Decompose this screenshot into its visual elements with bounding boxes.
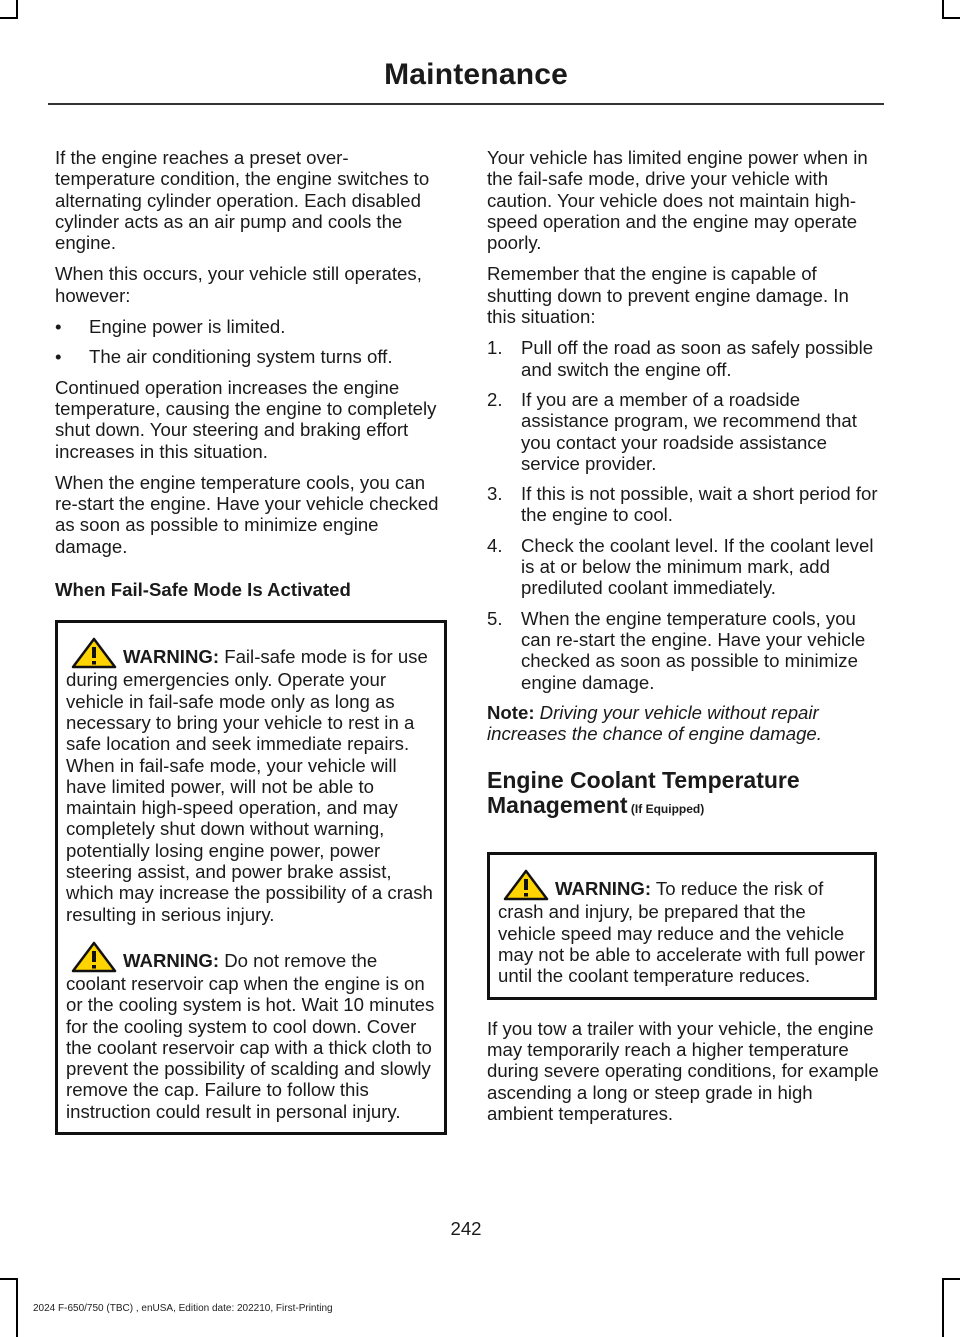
step-item	[487, 483, 879, 526]
step-text: When the engine temperature cools, you can re-start the engine. Have your vehicle checked as soon as possible to minimize engine damage.	[521, 607, 866, 693]
warning-triangle-icon	[71, 941, 117, 973]
warning-item	[66, 941, 436, 1122]
bullet-mark: •	[55, 346, 62, 368]
crop-mark	[16, 1278, 18, 1337]
heading-main: Engine Coolant Temperature Management	[487, 767, 800, 819]
step-text: Pull off the road as soon as safely possible and switch the engine off.	[521, 337, 874, 380]
crop-mark	[942, 1278, 944, 1337]
warning-item	[66, 637, 436, 925]
warning-item	[498, 869, 866, 986]
step-text: If you are a member of a roadside assistance program, we recommend that you contact your roadside assistance service provider.	[521, 388, 857, 474]
note-text: Driving your vehicle without repair increases the chance of engine damage.	[487, 701, 822, 745]
step-number: 3.	[487, 483, 503, 505]
paragraph: When the engine temperature cools, you can re-start the engine. Have your vehicle checked as soon as possible to minimize engine damage.	[55, 471, 439, 557]
warning-label: WARNING:	[123, 646, 220, 668]
crop-mark	[942, 1278, 960, 1280]
step-item	[487, 337, 879, 380]
section-heading	[487, 768, 879, 822]
heading-suffix: (If Equipped)	[627, 802, 705, 817]
paragraph: When this occurs, your vehicle still operates, however:	[55, 263, 422, 306]
header-divider	[48, 103, 884, 105]
page-title	[0, 58, 884, 92]
step-number: 1.	[487, 337, 503, 359]
note-label: Note:	[487, 701, 535, 723]
step-item	[487, 389, 879, 474]
step-number: 2.	[487, 388, 503, 410]
paragraph: If the engine reaches a preset over-temperature condition, the engine switches to alternating cylinder operation. Each disabled cylinder acts as an air pump and cools the engine.	[55, 147, 430, 254]
crop-mark	[942, 17, 960, 19]
warning-label: WARNING:	[123, 949, 220, 971]
bullet-item	[55, 346, 447, 367]
step-number: 5.	[487, 607, 503, 629]
warning-box	[55, 620, 447, 1135]
warning-text: Do not remove the coolant reservoir cap when the engine is on or the cooling system is hot. Wait 10 minutes for the cooling system to cool down. Cover the coolant reservoir cap with a thick cloth to prevent the possibility of scalding and slowly remove the cap. Failure to follow this instruction could result in personal injury.	[66, 949, 435, 1122]
warning-triangle-icon	[71, 637, 117, 669]
bullet-text: The air conditioning system turns off.	[89, 346, 393, 368]
step-item	[487, 535, 879, 599]
right-column	[487, 147, 879, 1134]
bullet-item	[55, 316, 447, 337]
left-column	[55, 147, 447, 1145]
crop-mark	[942, 0, 944, 18]
bullet-text: Engine power is limited.	[89, 316, 286, 338]
warning-box	[487, 852, 877, 999]
step-item	[487, 608, 879, 693]
crop-mark	[0, 1278, 18, 1280]
section-heading: When Fail-Safe Mode Is Activated	[55, 579, 351, 601]
step-text: Check the coolant level. If the coolant level is at or below the minimum mark, add prediluted coolant immediately.	[521, 534, 874, 599]
crop-mark	[0, 17, 18, 19]
crop-mark	[16, 0, 18, 18]
page-title-text: Maintenance	[384, 58, 568, 91]
warning-label: WARNING:	[555, 878, 652, 900]
paragraph: Remember that the engine is capable of shutting down to prevent engine damage. In this situation:	[487, 263, 849, 328]
warning-text: Fail-safe mode is for use during emergencies only. Operate your vehicle in fail-safe mode only as long as necessary to bring your vehicle to rest in a safe location and seek immediate repairs. When in fail-safe mode, your vehicle will have limited power, will not be able to maintain high-speed operation, and may completely shut down without warning, potentially losing engine power, power steering assist, and power brake assist, which may increase the possibility of a crash resulting in serious injury.	[66, 646, 433, 925]
warning-text: To reduce the risk of crash and injury, be prepared that the vehicle speed may reduce and the vehicle may not be able to accelerate with full power until the coolant temperature reduces.	[498, 878, 865, 987]
step-text: If this is not possible, wait a short period for the engine to cool.	[521, 483, 878, 526]
note	[487, 702, 879, 745]
paragraph: Your vehicle has limited engine power when in the fail-safe mode, drive your vehicle with caution. Your vehicle does not maintain high-speed operation and the engine may operate poorly.	[487, 147, 868, 254]
paragraph: If you tow a trailer with your vehicle, the engine may temporarily reach a higher temperature during severe operating conditions, for example ascending a long or steep grade in high ambient temperatures.	[487, 1017, 879, 1124]
bullet-mark: •	[55, 316, 62, 338]
page-number: 242	[450, 1218, 482, 1239]
paragraph: Continued operation increases the engine temperature, causing the engine to completely shut down. Your steering and braking effort increases in this situation.	[55, 376, 437, 462]
step-number: 4.	[487, 534, 503, 556]
footer-edition-info: 2024 F-650/750 (TBC) , enUSA, Edition date: 202210, First-Printing	[33, 1303, 333, 1314]
warning-triangle-icon	[503, 869, 549, 901]
